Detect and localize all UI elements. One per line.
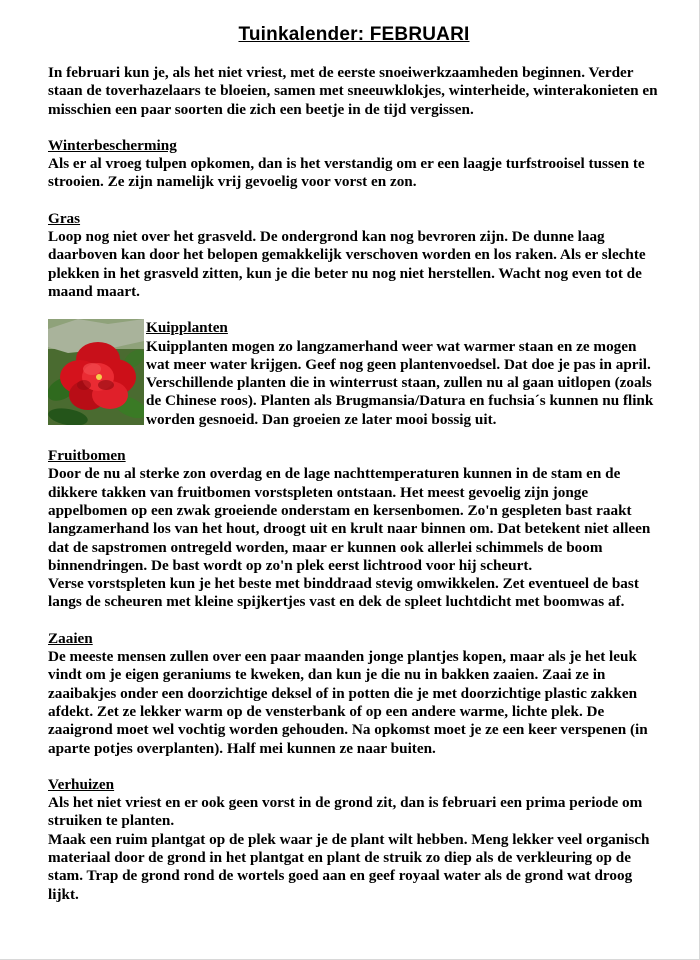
section-gras <box>48 210 660 301</box>
page-title: Tuinkalender: FEBRUARI <box>238 24 470 45</box>
section-text: Loop nog niet over het grasveld. De ondergrond kan nog bevroren zijn. De dunne laag daarboven kan door het belopen gemakkelijk verschoven worden en los raken. Als er slechte plekken in het grasveld zitten, kun je die beter nu nog niet herstellen. Wacht nog even tot de maand maart. <box>48 228 646 300</box>
section-heading: Verhuizen <box>48 775 115 793</box>
section-text: Kuipplanten mogen zo langzamerhand weer wat warmer staan en ze mogen wat meer water krijgen. Geef nog geen plantenvoedsel. Dat doe je pas in april. <box>146 337 651 373</box>
section-text: Door de nu al sterke zon overdag en de lage nachttemperaturen kunnen in de stam en de dikkere takken van fruitbomen vorstspleten ontstaan. Het meest gevoelig zijn jonge appelbomen op een zwak groeiende onderstam en kersenbomen. Zo'n gespleten bast raakt langzamerhand los van het hout, droogt uit en krult naar binnen om. Dat betekent niet alleen dat de sapstromen ontregeld worden, maar er kunnen ook allerlei schimmels de boom binnendringen. De bast wordt op zo'n plek eerst lichtrood voor hij scheurt. <box>48 465 651 574</box>
section-text: Als het niet vriest en er ook geen vorst in de grond zit, dan is februari een prima periode om struiken te planten. <box>48 794 643 830</box>
section-fruitbomen <box>48 447 660 612</box>
section-kuipplanten <box>48 319 660 429</box>
section-text: Verschillende planten die in winterrust staan, zullen nu al gaan uitlopen (zoals de Chinese roos). Planten als Brugmansia/Datura en fuchsia´s kunnen nu flink worden gesnoeid. Dan groeien ze later mooi bossig uit. <box>146 374 654 428</box>
section-verhuizen <box>48 776 660 904</box>
section-zaaien <box>48 630 660 758</box>
section-heading: Gras <box>48 209 81 227</box>
section-heading: Zaaien <box>48 629 93 647</box>
section-heading: Winterbescherming <box>48 136 177 154</box>
section-heading: Fruitbomen <box>48 447 126 465</box>
intro-paragraph: In februari kun je, als het niet vriest, met de eerste snoeiwerkzaamheden beginnen. Verder staan de toverhazelaars te bloeien, samen met sneeuwklokjes, winterheide, winterakonieten en misschien een paar soorten die zich een beetje in de tijd vergissen. <box>48 64 658 118</box>
document-page <box>48 24 660 904</box>
hibiscus-flower-image <box>48 319 144 425</box>
section-text: De meeste mensen zullen over een paar maanden jonge plantjes kopen, maar als je het leuk vindt om je eigen geraniums te kweken, dan kun je die nu in bakken zaaien. Zaai ze in zaaibakjes onder een doorzichtige deksel of in potten die je met doorzichtige plastic zakken afdekt. Zet ze lekker warm op de vensterbank of op een andere warme, lichte plek. De zaaigrond moet wel vochtig worden gehouden. Na opkomst moet je ze een keer verspenen (in aparte potjes overplanten). Half mei kunnen ze naar buiten. <box>48 648 648 757</box>
section-text: Maak een ruim plantgat op de plek waar je de plant wilt hebben. Meng lekker veel organisch materiaal door de grond in het plantgat en plant de struik zo diep als de verkleuring op de stam. Trap de grond rond de wortels goed aan en geef royaal water als de grond wat droog lijkt. <box>48 830 650 903</box>
section-text: Verse vorstspleten kun je het beste met binddraad stevig omwikkelen. Zet eventueel de bast langs de scheuren met kleine spijkertjes vast en dek de spleet luchtdicht met boomwas af. <box>48 575 639 611</box>
section-text: Als er al vroeg tulpen opkomen, dan is het verstandig om er een laagje turfstrooisel tussen te strooien. Ze zijn namelijk vrij gevoelig voor vorst en zon. <box>48 155 645 191</box>
section-winterbescherming <box>48 137 660 192</box>
section-heading: Kuipplanten <box>146 319 228 337</box>
